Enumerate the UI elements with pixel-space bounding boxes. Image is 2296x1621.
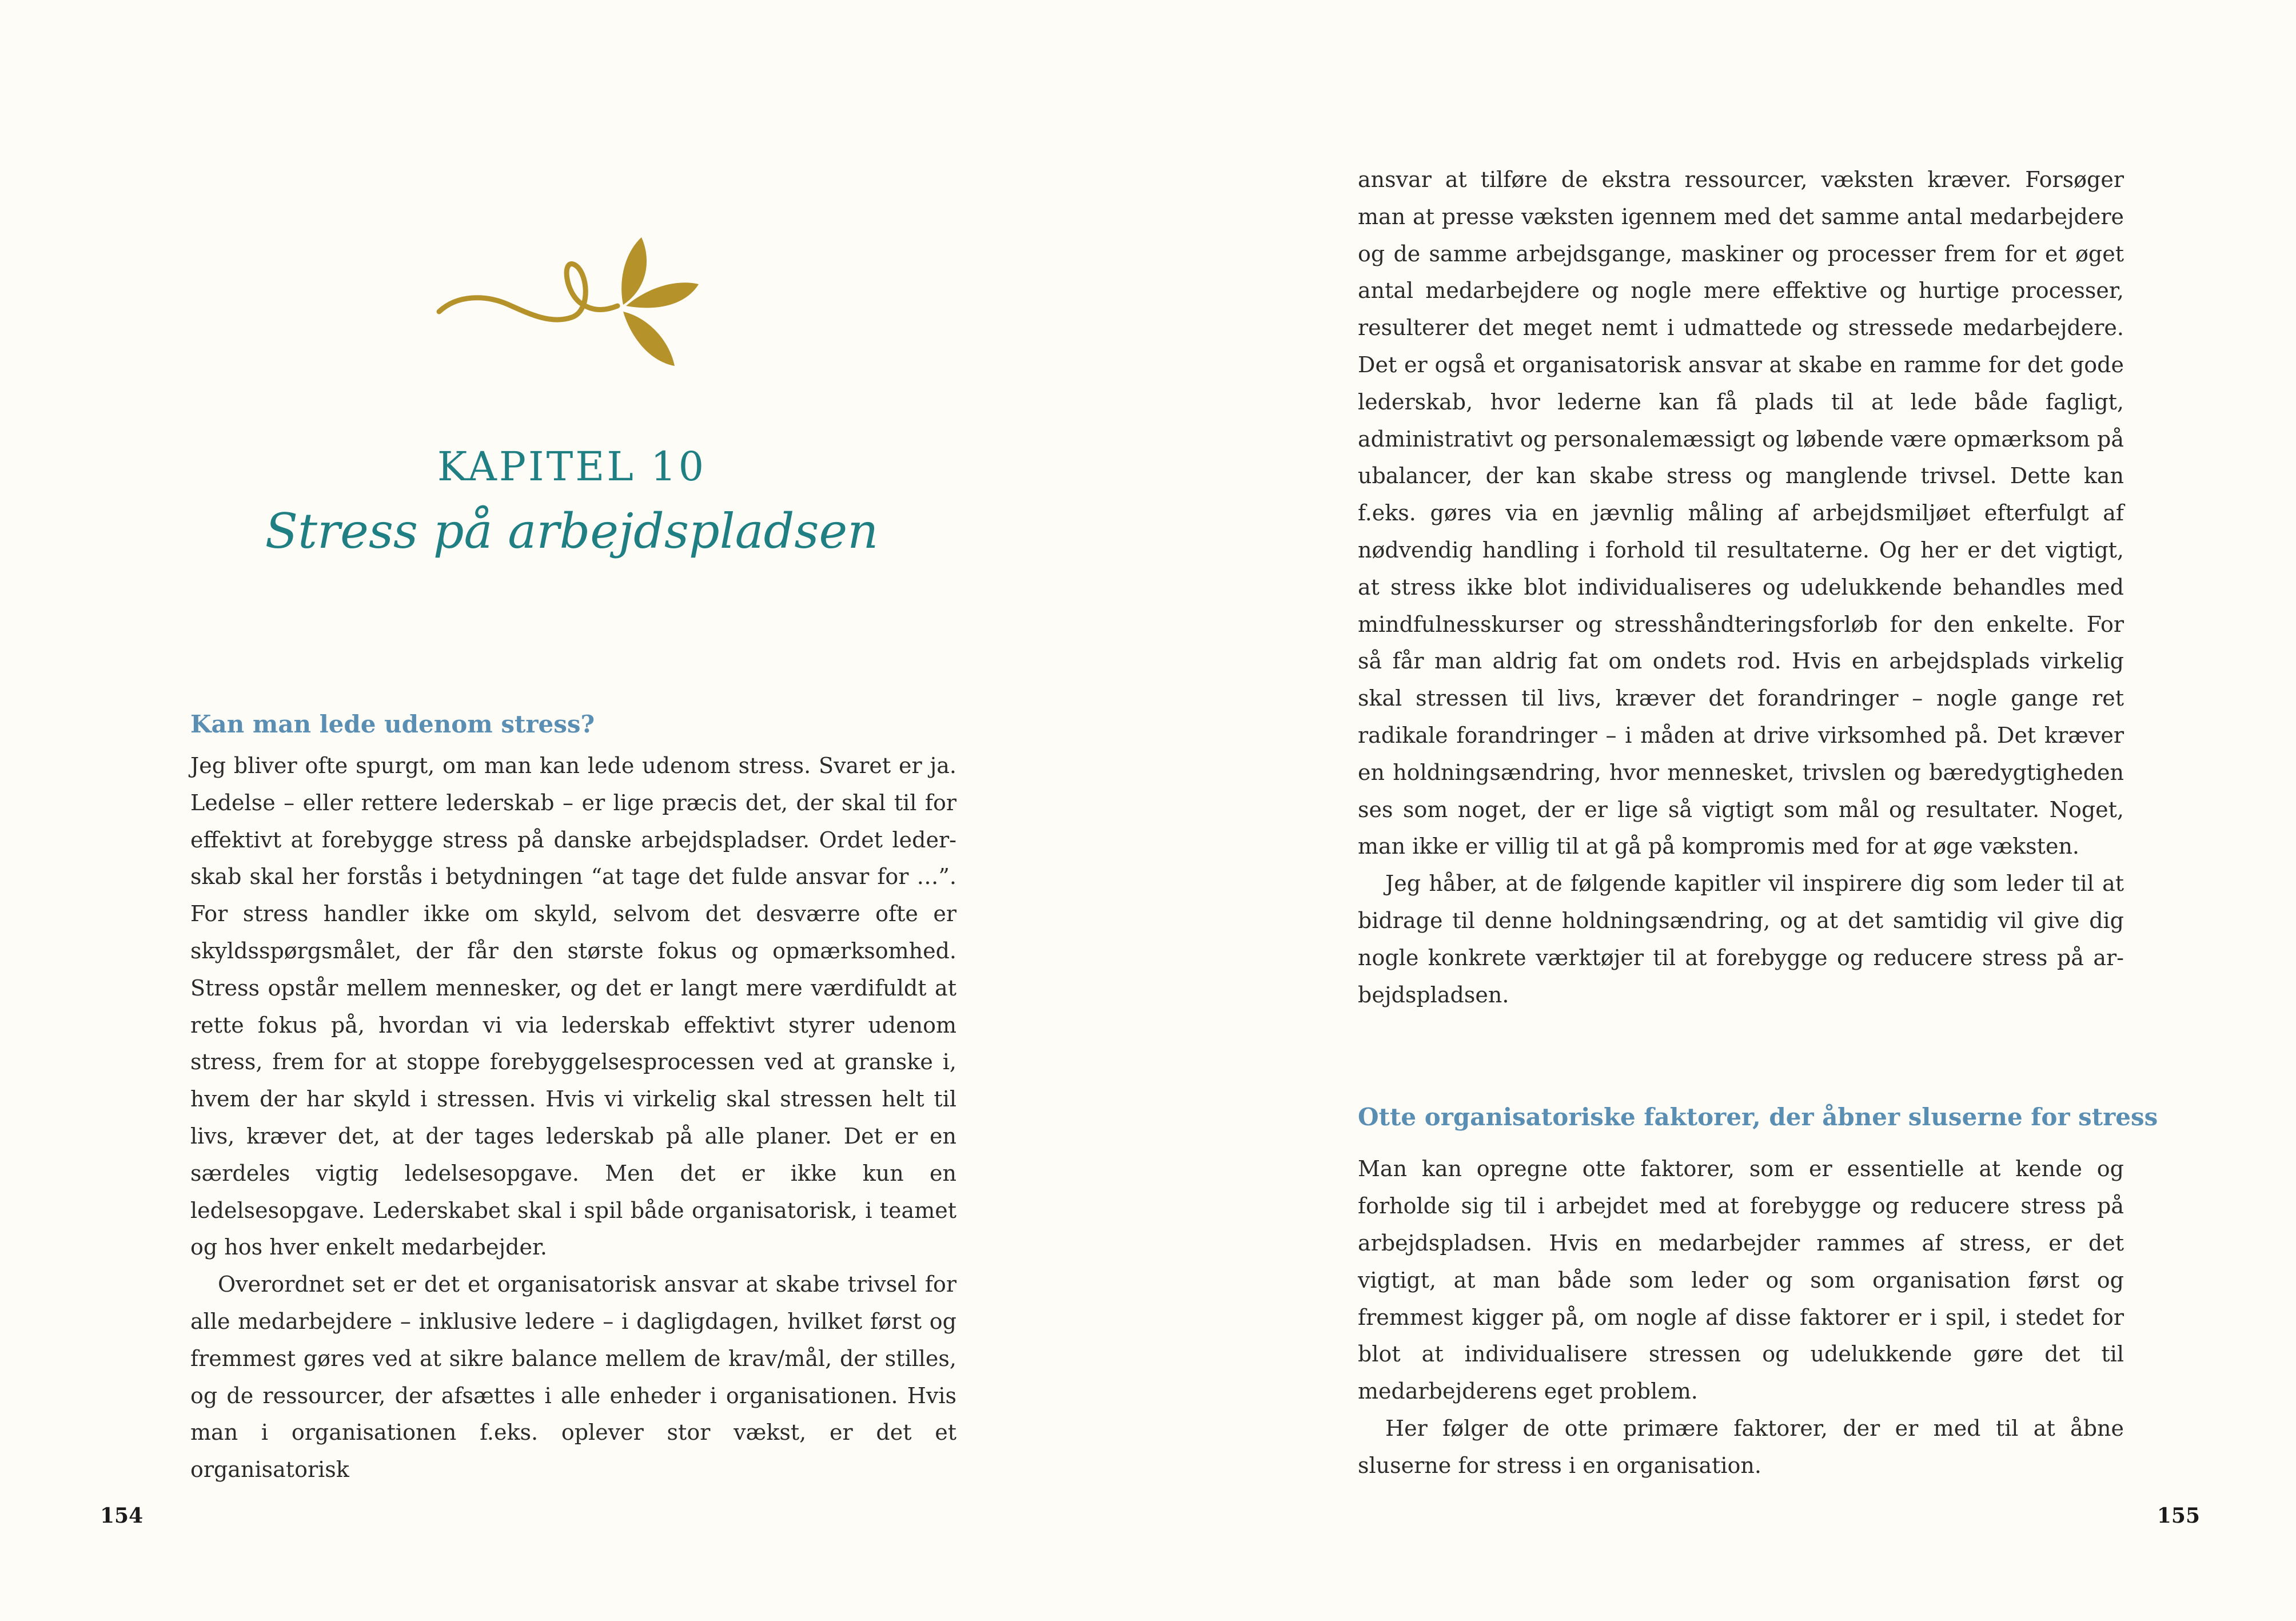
paragraph: Man kan opregne otte faktorer, som er essentielle at kende og forholde sig til i arbejdet med at forebygge og reducere stress på arbejdspladsen. Hvis en medarbejder rammes af stress, er det vigtigt, at man både som leder og som organisation først og fremmest kigger på, om nogle af disse faktorer er i spil, i stedet for blot at individualisere stressen og udelukkende gøre det til medarbejderens eget problem.	[1358, 1156, 2124, 1404]
chapter-title: Stress på arbejdspladsen	[265, 503, 879, 559]
section-heading: Otte organisatoriske faktorer, der åbner sluserne for stress	[1358, 1103, 2158, 1132]
right-page	[1148, 0, 2296, 1621]
leaf-swirl-ornament-icon	[435, 232, 709, 375]
paragraph: Jeg bliver ofte spurgt, om man kan lede udenom stress. Svaret er ja. Ledelse – eller rettere lederskab – er lige præcis det, der skal til for effektivt at forebygge stress på danske arbejdspladser. Ordet lederskab skal her forstås i betydningen “at tage det fulde ansvar for …”. For stress handler ikke om skyld, selvom det desværre ofte er skyldsspørgsmålet, der får den største fokus og opmærksomhed. Stress opstår mellem mennesker, og det er langt mere værdifuldt at rette fokus på, hvordan vi via lederskab effektivt styrer udenom stress, frem for at stoppe forebyggelsesprocessen ved at granske i, hvem der har skyld i stressen. Hvis vi virkelig skal stressen helt til livs, kræver det, at der tages lederskab på alle planer. Det er en særdeles vigtig ledelsesopgave. Men det er ikke kun en ledelsesopgave. Lederskabet skal i spil både organisatorisk, i teamet og hos hver enkelt medarbejder.	[190, 753, 956, 1260]
section-heading: Kan man lede udenom stress?	[190, 710, 595, 738]
paragraph: Overordnet set er det et organisatorisk ansvar at skabe trivsel for alle medarbejdere – inklusive ledere – i dagligdagen, hvilket først og fremmest gøres ved at sikre balance mellem de krav/mål, der stilles, og de ressourcer, der afsættes i alle enheder i organisationen. Hvis man i organisationen f.eks. oplever stor vækst, er det et organisatorisk	[190, 1272, 956, 1483]
heading-spacer	[1358, 1140, 2124, 1150]
chapter-label: KAPITEL 10	[437, 443, 707, 490]
section-spacer	[1358, 1013, 2124, 1099]
left-text-column	[190, 706, 956, 1488]
paragraph: Her følger de otte primære faktorer, der er med til at åbne sluserne for stress i en organisation.	[1358, 1415, 2124, 1478]
page-number: 154	[100, 1504, 144, 1528]
paragraph: ansvar at tilføre de ekstra ressourcer, væksten kræver. Forsøger man at presse væksten igennem med det samme antal medarbejdere og de samme arbejdsgange, maskiner og processer frem for et øget antal medarbejdere og nogle mere effektive og hurtige processer, resulterer det meget nemt i udmattede og stressede medarbejdere. Det er også et organisatorisk ansvar at skabe en ramme for det gode lederskab, hvor lederne kan få plads til at lede både fagligt, administrativt og personalemæssigt og løbende være opmærksom på ubalancer, der kan skabe stress og manglende trivsel. Dette kan f.eks. gøres via en jævnlig måling af arbejdsmiljøet efterfulgt af nødvendig handling i forhold til resultaterne. Og her er det vigtigt, at stress ikke blot individualiseres og udelukkende behandles med mindfulnesskurser og stresshåndteringsforløb for den enkelte. For så får man aldrig fat om ondets rod. Hvis en arbejdsplads virkelig skal stressen til livs, kræver det forandringer – nogle gange ret radikale forandringer – i måden at drive virksomhed på. Det kræver en holdningsændring, hvor mennesket, trivslen og bæredygtigheden ses som noget, der er lige så vigtigt som mål og resultater. Noget, man ikke er villig til at gå på kompromis med for at øge væksten.	[1358, 167, 2124, 859]
page-number: 155	[2157, 1504, 2200, 1528]
paragraph: Jeg håber, at de følgende kapitler vil inspirere dig som leder til at bidrage til denne holdningsændring, og at det samtidig vil give dig nogle konkrete værktøjer til at forebygge og reducere stress på arbejdspladsen.	[1358, 871, 2124, 1007]
right-text-column	[1358, 161, 2158, 1484]
